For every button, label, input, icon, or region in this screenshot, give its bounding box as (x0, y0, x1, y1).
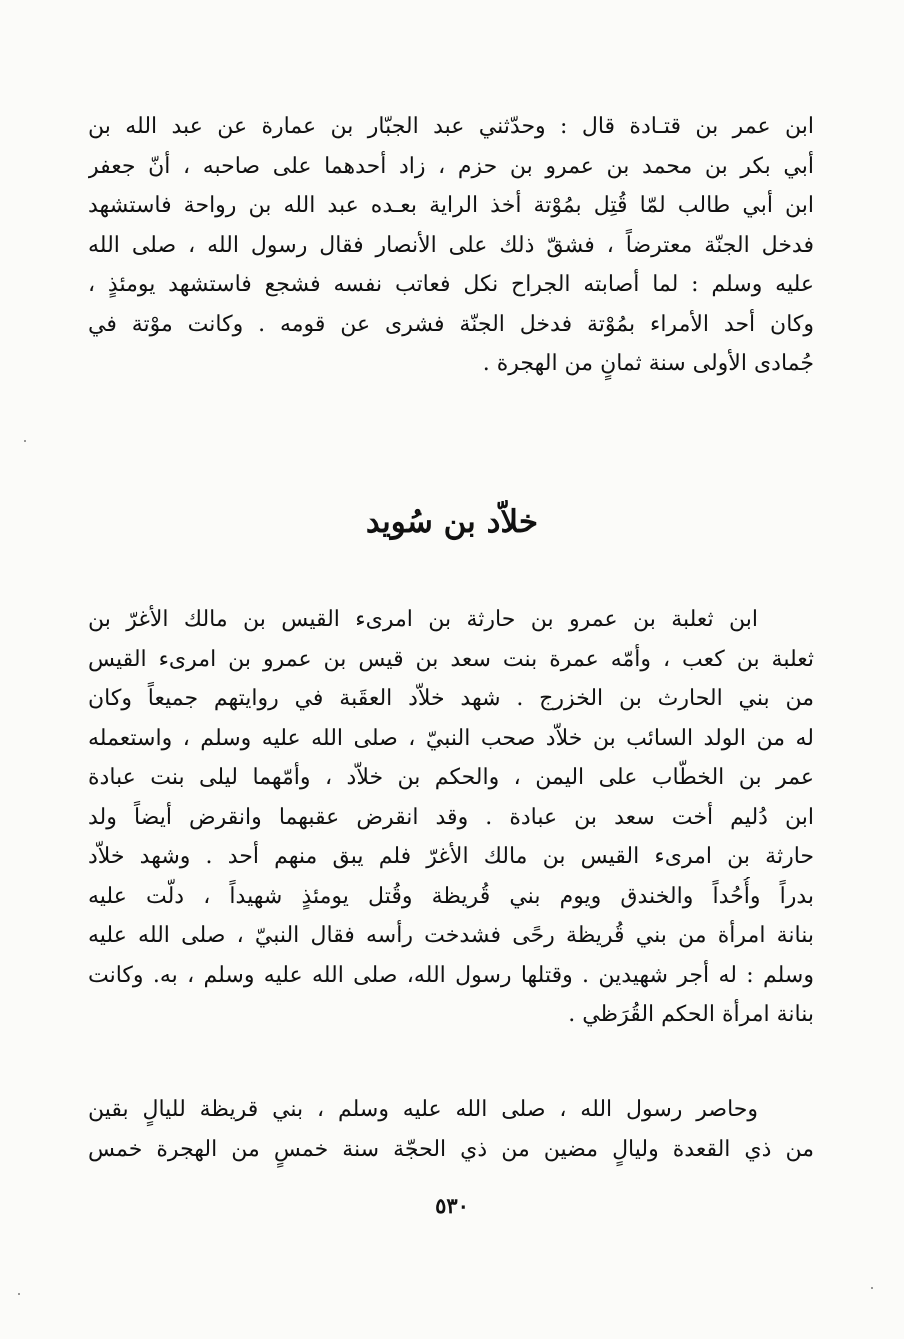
paragraph-siege (88, 1090, 814, 1169)
text-line: أبي بكر بن محمد بن عمرو بن حزم ، زاد أحدهما على صاحبه ، أنّ جعفر (88, 153, 814, 179)
text-line: ابن دُليم أخت سعد بن عبادة . وقد انقرض عقبهما وانقرض أيضاً ولد (88, 804, 814, 830)
text-line: ثعلبة بن كعب ، وأمّه عمرة بنت سعد بن قيس بن عمرو بن امرىء القيس (88, 646, 814, 672)
text-line: له من الولد السائب بن خلاّد صحب النبيّ ، صلى الله عليه وسلم ، واستعمله (88, 725, 814, 751)
text-line: وكان أحد الأمراء بمُوْتة فدخل الجنّة فشرى عن قومه . وكانت موْتة في (88, 311, 814, 337)
text-line: فدخل الجنّة معترضاً ، فشقّ ذلك على الأنصار فقال رسول الله ، صلى الله (88, 232, 814, 258)
text-line: حارثة بن امرىء القيس بن مالك الأغرّ فلم يبق منهم أحد . وشهد خلاّد (88, 844, 814, 869)
section-heading: خلاّد بن سُويد (365, 504, 539, 540)
text-line: بدراً وأُحُداً والخندق ويوم بني قُريظة وقُتل يومئذٍ شهيداً ، دلّت عليه (88, 883, 814, 909)
text-line: وحاصر رسول الله ، صلى الله عليه وسلم ، بني قريظة لليالٍ بقين (88, 1097, 758, 1122)
text-line: بنانة امرأة من بني قُريظة رحًى فشدخت رأسه فقال النبيّ ، صلى الله عليه (88, 923, 814, 948)
paragraph-intro (88, 107, 814, 384)
text-line: عمر بن الخطّاب على اليمن ، والحكم بن خلاّد ، وأمّهما ليلى بنت عبادة (88, 765, 814, 790)
text-line: ابن عمر بن قتـادة قال : وحدّثني عبد الجبّار بن عمارة عن عبد الله بن (88, 114, 814, 139)
paragraph-biography (88, 600, 814, 1035)
text-line: من بني الحارث بن الخزرج . شهد خلاّد العقَبة في روايتهم جميعاً وكان (88, 686, 814, 711)
scan-speck (18, 1293, 20, 1295)
text-line: جُمادى الأولى سنة ثمانٍ من الهجرة . (482, 351, 814, 376)
text-line: وسلم : له أجر شهيدين . وقتلها رسول الله، صلى الله عليه وسلم ، به. وكانت (88, 962, 814, 988)
text-line: ابن ثعلبة بن عمرو بن حارثة بن امرىء القيس بن مالك الأغرّ بن (88, 607, 758, 632)
text-line: ابن أبي طالب لمّا قُتِل بمُوْتة أخذ الراية بعـده عبد الله بن رواحة فاستشهد (88, 193, 814, 218)
text-line: من ذي القعدة وليالٍ مضين من ذي الحجّة سنة خمسٍ من الهجرة خمس (88, 1136, 814, 1162)
page-number: ٥٣٠ (435, 1193, 469, 1218)
text-line: بنانة امرأة الحكم القُرَظي . (568, 1002, 814, 1027)
scan-speck (871, 1287, 873, 1289)
text-line: عليه وسلم : لما أصابته الجراح نكل فعاتب نفسه فشجع فاستشهد يومئذٍ ، (88, 272, 814, 297)
scan-speck (24, 440, 26, 442)
